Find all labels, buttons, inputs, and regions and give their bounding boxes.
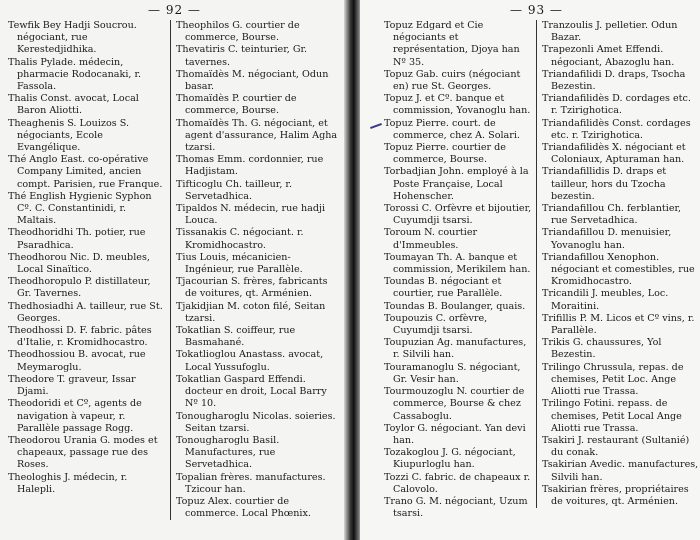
directory-entry: Theodorou Urania G. modes et chapeaux, passage rue des Roses. bbox=[8, 434, 158, 471]
directory-entry: Thomaïdès P. courtier de commerce, Bourse. bbox=[176, 93, 297, 117]
directory-entry: Tokatlioglou Anastass. avocat, Local Yussufoglu. bbox=[176, 349, 324, 373]
directory-entry: Touramanoglu S. négociant, Gr. Vesir han. bbox=[384, 361, 521, 385]
directory-entry: Tokatlian S. coiffeur, rue Basmahané. bbox=[176, 325, 296, 349]
directory-entry: Trilingo Chrussula, repas. de chemises, Petit Loc. Ange Aliotti rue Trassa. bbox=[542, 361, 684, 398]
left-column-2 bbox=[176, 20, 340, 520]
directory-entry: Topuz Pierre. court. de commerce, chez A. Solari. bbox=[384, 117, 520, 141]
directory-entry: Triandafilidès Const. cordages etc. r. Tzirighotica. bbox=[542, 117, 691, 141]
directory-entry: Thevatiris C. teinturier, Gr. tavernes. bbox=[176, 44, 308, 68]
directory-entry: Toroum N. courtier d'Immeubles. bbox=[384, 227, 478, 251]
directory-entry: Tokatlian Gaspard Effendi. docteur en droit, Local Barry Nº 10. bbox=[176, 373, 327, 410]
directory-entry: Thomas Emm. cordonnier, rue Hadjistam. bbox=[176, 154, 324, 178]
directory-entry: Tranzoulis J. pelletier. Odun Bazar. bbox=[542, 20, 678, 44]
directory-entry: Topuz Gab. cuirs (négociant en) rue St. Georges. bbox=[384, 68, 521, 93]
directory-entry: Thomaïdès M. négociant, Odun basar. bbox=[176, 68, 329, 93]
directory-entry: Tius Louis, mécanicien-Ingénieur, rue Parallèle. bbox=[176, 251, 303, 276]
directory-entry: Tewfik Bey Hadji Soucrou. négociant, rue Kerestedjidhika. bbox=[8, 20, 137, 56]
directory-entry: Tsakirian Avedic. manufactures, Silvili han. bbox=[542, 459, 699, 483]
directory-entry: Theodhossiou B. avocat, rue Meymaroglu. bbox=[8, 349, 146, 373]
directory-entry: Toundas B. Boulanger, quais. bbox=[384, 300, 526, 312]
directory-entry: Toupuzian Ag. manufactures, r. Silvili han. bbox=[384, 337, 527, 361]
directory-entry: Thé English Hygienic Syphon Cº. C. Constantinidi, r. Maltais. bbox=[8, 190, 152, 227]
directory-entry: Topuz J. et Cº. banque et commission, Yovanoglu han. bbox=[384, 93, 531, 117]
directory-entry: Topuz Pierre. courtier de commerce, Bourse. bbox=[384, 142, 506, 166]
right-column-1 bbox=[384, 20, 534, 520]
right-column-2 bbox=[542, 20, 700, 508]
column-rule bbox=[170, 20, 171, 520]
directory-entry: Trikis G. chaussures, Yol Bezestin. bbox=[542, 337, 662, 361]
directory-entry: Triandafillou Ch. ferblantier, rue Servetadhica. bbox=[542, 203, 682, 227]
directory-entry: Tifticoglu Ch. tailleur, r. Servetadhica. bbox=[176, 178, 292, 202]
directory-entry: Topuz Edgard et Cie négociants et représentation, Djoya han Nº 35. bbox=[384, 20, 520, 68]
directory-entry: Triandafilidi D. draps, Tsocha Bezestin. bbox=[542, 68, 686, 93]
directory-entry: Trifillis P. M. Licos et Cº vins, r. Parallèle. bbox=[542, 312, 695, 337]
directory-entry: Thomaïdès Th. G. négociant, et agent d'assurance, Halim Agha tzarsi. bbox=[176, 117, 338, 154]
directory-entry: Tjacourian S. frères, fabricants de voitures, qt. Arménien. bbox=[176, 276, 328, 300]
directory-entry: Trano G. M. négociant, Uzum tsarsi. bbox=[384, 495, 528, 520]
directory-entry: Theodhoropulo P. distillateur, Gr. Tavernes. bbox=[8, 276, 151, 300]
directory-entry: Tricandili J. meubles, Loc. Moraitini. bbox=[542, 288, 669, 312]
directory-entry: Theophilos G. courtier de commerce, Bourse. bbox=[176, 20, 300, 44]
directory-entry: Theodoridi et Cº, agents de navigation à vapeur, r. Parallèle passage Rogg. bbox=[8, 398, 142, 434]
directory-entry: Toundas B. négociant et courtier, rue Parallèle. bbox=[384, 276, 503, 300]
directory-entry: Thé Anglo East. co-opérative Company Limited, ancien compt. Parisien, rue Franque. bbox=[8, 154, 163, 190]
directory-entry: Triandafillou Xenophon. négociant et comestibles, rue Kromidhocastro. bbox=[542, 251, 695, 288]
directory-entry: Tipaldos N. médecin, rue hadji Louca. bbox=[176, 203, 326, 227]
pen-mark bbox=[370, 123, 382, 129]
directory-entry: Triandafilidès X. négociant et Coloniaux, Apturaman han. bbox=[542, 142, 686, 166]
directory-entry: Tsakiri J. restaurant (Sultanié) du conak. bbox=[542, 434, 690, 459]
directory-entry: Toumayan Th. A. banque et commission, Merikilem han. bbox=[384, 251, 531, 276]
left-column-1 bbox=[8, 20, 166, 496]
directory-entry: Tourmouzoglu N. courtier de commerce, Bourse & chez Cassaboglu. bbox=[384, 386, 525, 422]
directory-entry: Thalis Pylade. médecin, pharmacie Rodocanaki, r. Fassola. bbox=[8, 56, 142, 93]
directory-entry: Theodhossi D. F. fabric. pâtes d'Italie, r. Kromidhocastro. bbox=[8, 325, 152, 349]
directory-entry: Tonougharoglu Basil. Manufactures, rue Servetadhica. bbox=[176, 434, 280, 471]
directory-entry: Triandafillou D. menuisier, Yovanoglu han. bbox=[542, 227, 672, 251]
directory-entry: Torossi C. Orfèvre et bijoutier, Cuyumdji tsarsi. bbox=[384, 203, 532, 227]
directory-entry: Torbadjian John. employé à la Poste Française, Local Hohenscher. bbox=[384, 166, 529, 202]
page-number-left: — 92 — bbox=[148, 3, 201, 17]
directory-entry: Tsakirian frères, propriétaires de voitures, qt. Arménien. bbox=[542, 483, 689, 507]
directory-entry: Theaghenis S. Louizos S. négociants, Ecole Evangélique. bbox=[8, 117, 129, 154]
directory-entry: Tjakidjian M. coton filé, Seitan tzarsi. bbox=[176, 300, 326, 324]
directory-entry: Topalian frères. manufactures. Tzicour han. bbox=[176, 471, 326, 495]
directory-entry: Toupouzis C. orfèvre, Cuyumdji tsarsi. bbox=[384, 312, 488, 337]
directory-entry: Theodore T. graveur, Issar Djami. bbox=[8, 373, 136, 398]
page-number-right: — 93 — bbox=[510, 3, 563, 17]
column-rule bbox=[536, 20, 537, 508]
directory-entry: Triandafilidès D. cordages etc. r. Tzirighotica. bbox=[542, 93, 691, 117]
directory-entry: Trapezonli Amet Effendi. négociant, Abazoglu han. bbox=[542, 44, 675, 68]
directory-entry: Thedhosiadhi A. tailleur, rue St. Georges. bbox=[8, 300, 163, 324]
directory-entry: Triandafillidis D. draps et tailleur, hors du Tzocha bezestin. bbox=[542, 166, 667, 202]
page-93 bbox=[360, 0, 700, 540]
directory-entry: Theodhorou Nic. D. meubles, Local Sinaïtico. bbox=[8, 251, 150, 276]
directory-entry: Toylor G. négociant. Yan devi han. bbox=[384, 422, 526, 446]
directory-entry: Thalis Const. avocat, Local Baron Aliotti. bbox=[8, 93, 139, 117]
directory-entry: Tozakoglou J. G. négociant, Kiupurloglu han. bbox=[384, 447, 516, 471]
directory-entry: Trilingo Fotini. repass. de chemises, Petit Local Ange Aliotti rue Trassa. bbox=[542, 398, 682, 434]
directory-entry: Tonougharoglu Nicolas. soieries. Seitan tzarsi. bbox=[176, 410, 336, 434]
directory-entry: Tissanakis C. négociant. r. Kromidhocastro. bbox=[176, 227, 304, 251]
directory-entry: Tozzi C. fabric. de chapeaux r. Calovolo. bbox=[384, 471, 531, 495]
directory-entry: Theodhoridhi Th. potier, rue Psaradhica. bbox=[8, 227, 146, 251]
directory-entry: Theologhis J. médecin, r. Halepli. bbox=[8, 471, 128, 495]
directory-entry: Topuz Alex. courtier de commerce. Local Phœnix. bbox=[176, 495, 311, 520]
